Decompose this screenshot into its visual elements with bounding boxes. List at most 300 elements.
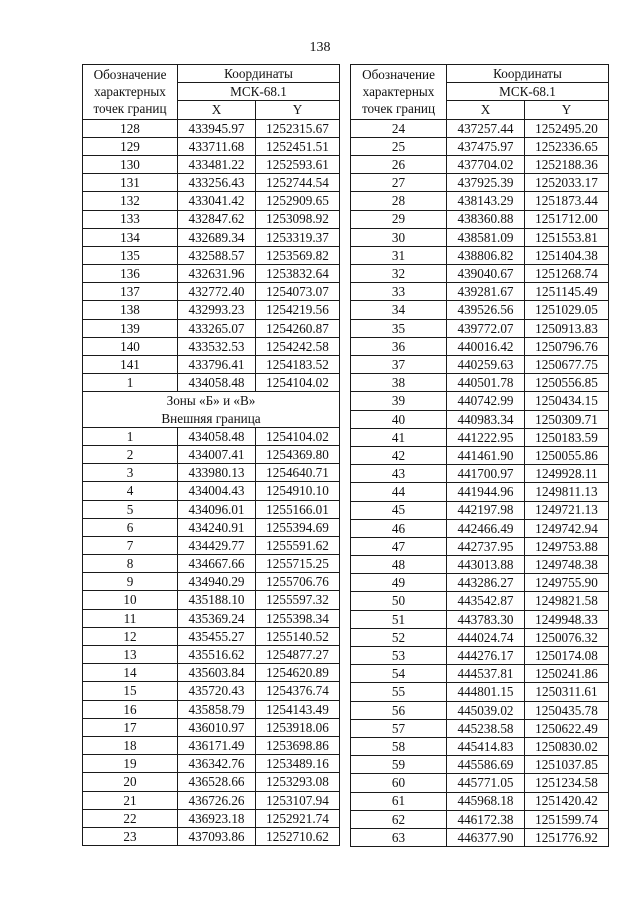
y-coordinate-cell: 1254877.27 (256, 646, 340, 664)
y-coordinate-cell: 1252315.67 (256, 119, 340, 137)
table-row (83, 337, 340, 355)
y-coordinate-cell: 1255140.52 (256, 627, 340, 645)
table-row (351, 446, 609, 464)
x-coordinate-cell: 445414.83 (447, 737, 525, 755)
x-coordinate-cell: 441461.90 (447, 446, 525, 464)
table-row (83, 482, 340, 500)
point-number-cell: 15 (83, 682, 178, 700)
header-x: X (178, 101, 256, 119)
x-coordinate-cell: 440983.34 (447, 410, 525, 428)
point-number-cell: 44 (351, 483, 447, 501)
point-number-cell: 12 (83, 627, 178, 645)
point-number-cell: 46 (351, 519, 447, 537)
point-number-cell: 56 (351, 701, 447, 719)
x-coordinate-cell: 441944.96 (447, 483, 525, 501)
point-number-cell: 50 (351, 592, 447, 610)
point-number-cell: 8 (83, 555, 178, 573)
x-coordinate-cell: 435516.62 (178, 646, 256, 664)
y-coordinate-cell: 1252710.62 (256, 827, 340, 845)
table-row (83, 627, 340, 645)
x-coordinate-cell: 432847.62 (178, 210, 256, 228)
x-coordinate-cell: 438581.09 (447, 228, 525, 246)
table-row (83, 155, 340, 173)
y-coordinate-cell: 1255394.69 (256, 518, 340, 536)
point-number-cell: 137 (83, 283, 178, 301)
header-point-designation (351, 65, 447, 120)
right-rows (351, 119, 609, 847)
table-row (351, 246, 609, 264)
table-row (83, 591, 340, 609)
table-row (351, 537, 609, 555)
x-coordinate-cell: 434240.91 (178, 518, 256, 536)
table-row (351, 665, 609, 683)
point-number-cell: 6 (83, 518, 178, 536)
table-row (83, 809, 340, 827)
y-coordinate-cell: 1252451.51 (256, 137, 340, 155)
y-coordinate-cell: 1251873.44 (525, 192, 609, 210)
point-number-cell: 20 (83, 773, 178, 791)
point-number-cell: 35 (351, 319, 447, 337)
y-coordinate-cell: 1254640.71 (256, 464, 340, 482)
point-number-cell: 21 (83, 791, 178, 809)
x-coordinate-cell: 432993.23 (178, 301, 256, 319)
table-row (83, 119, 340, 137)
header-label-line: точек границ (361, 101, 436, 117)
point-number-cell: 7 (83, 536, 178, 554)
table-row (83, 791, 340, 809)
y-coordinate-cell: 1254104.02 (256, 427, 340, 445)
y-coordinate-cell: 1250556.85 (525, 374, 609, 392)
x-coordinate-cell: 445586.69 (447, 756, 525, 774)
x-coordinate-cell: 437475.97 (447, 137, 525, 155)
y-coordinate-cell: 1255597.32 (256, 591, 340, 609)
table-row (351, 119, 609, 137)
y-coordinate-cell: 1251712.00 (525, 210, 609, 228)
y-coordinate-cell: 1254219.56 (256, 301, 340, 319)
table-row (351, 683, 609, 701)
x-coordinate-cell: 444537.81 (447, 665, 525, 683)
section-title (83, 392, 340, 427)
point-number-cell: 17 (83, 718, 178, 736)
point-number-cell: 39 (351, 392, 447, 410)
header-point-designation (83, 65, 178, 120)
point-number-cell: 57 (351, 719, 447, 737)
table-row (351, 792, 609, 810)
table-row (83, 500, 340, 518)
y-coordinate-cell: 1249721.13 (525, 501, 609, 519)
table-row (351, 483, 609, 501)
x-coordinate-cell: 435188.10 (178, 591, 256, 609)
point-number-cell: 48 (351, 556, 447, 574)
y-coordinate-cell: 1254183.52 (256, 356, 340, 374)
y-coordinate-cell: 1251553.81 (525, 228, 609, 246)
y-coordinate-cell: 1253293.08 (256, 773, 340, 791)
point-number-cell: 31 (351, 246, 447, 264)
y-coordinate-cell: 1253918.06 (256, 718, 340, 736)
x-coordinate-cell: 444024.74 (447, 628, 525, 646)
header-label-line: Обозначение (93, 66, 167, 82)
y-coordinate-cell: 1252593.61 (256, 155, 340, 173)
header-label-line: характерных (94, 84, 166, 100)
y-coordinate-cell: 1253569.82 (256, 246, 340, 264)
table-row (83, 664, 340, 682)
y-coordinate-cell: 1249753.88 (525, 537, 609, 555)
y-coordinate-cell: 1253098.92 (256, 210, 340, 228)
x-coordinate-cell: 437925.39 (447, 174, 525, 192)
x-coordinate-cell: 441700.97 (447, 465, 525, 483)
point-number-cell: 5 (83, 500, 178, 518)
y-coordinate-cell: 1254143.49 (256, 700, 340, 718)
point-number-cell: 30 (351, 228, 447, 246)
x-coordinate-cell: 445771.05 (447, 774, 525, 792)
y-coordinate-cell: 1251599.74 (525, 810, 609, 828)
x-coordinate-cell: 443013.88 (447, 556, 525, 574)
point-number-cell: 36 (351, 337, 447, 355)
x-coordinate-cell: 439772.07 (447, 319, 525, 337)
table-row (83, 700, 340, 718)
y-coordinate-cell: 1250309.71 (525, 410, 609, 428)
x-coordinate-cell: 435603.84 (178, 664, 256, 682)
table-row (351, 501, 609, 519)
table-row (351, 337, 609, 355)
x-coordinate-cell: 434429.77 (178, 536, 256, 554)
point-number-cell: 45 (351, 501, 447, 519)
y-coordinate-cell: 1250677.75 (525, 356, 609, 374)
x-coordinate-cell: 442466.49 (447, 519, 525, 537)
y-coordinate-cell: 1254369.80 (256, 445, 340, 463)
table-row (83, 265, 340, 283)
point-number-cell: 49 (351, 574, 447, 592)
table-row (83, 137, 340, 155)
table-row (351, 356, 609, 374)
x-coordinate-cell: 436010.97 (178, 718, 256, 736)
table-row (83, 319, 340, 337)
table-row (351, 137, 609, 155)
point-number-cell: 141 (83, 356, 178, 374)
x-coordinate-cell: 435858.79 (178, 700, 256, 718)
x-coordinate-cell: 433532.53 (178, 337, 256, 355)
table-row (351, 556, 609, 574)
y-coordinate-cell: 1251145.49 (525, 283, 609, 301)
x-coordinate-cell: 446377.90 (447, 828, 525, 846)
point-number-cell: 51 (351, 610, 447, 628)
point-number-cell: 47 (351, 537, 447, 555)
point-number-cell: 58 (351, 737, 447, 755)
point-number-cell: 10 (83, 591, 178, 609)
header-label-line: точек границ (93, 101, 167, 117)
x-coordinate-cell: 432689.34 (178, 228, 256, 246)
y-coordinate-cell: 1250622.49 (525, 719, 609, 737)
y-coordinate-cell: 1255706.76 (256, 573, 340, 591)
header-coordinate-system: МСК-68.1 (178, 83, 340, 101)
point-number-cell: 136 (83, 265, 178, 283)
point-number-cell: 60 (351, 774, 447, 792)
point-number-cell: 16 (83, 700, 178, 718)
section-block (83, 392, 340, 427)
point-number-cell: 59 (351, 756, 447, 774)
x-coordinate-cell: 432772.40 (178, 283, 256, 301)
section-row (83, 392, 340, 427)
y-coordinate-cell: 1252336.65 (525, 137, 609, 155)
point-number-cell: 13 (83, 646, 178, 664)
x-coordinate-cell: 434667.66 (178, 555, 256, 573)
table-row (351, 737, 609, 755)
x-coordinate-cell: 436726.26 (178, 791, 256, 809)
y-coordinate-cell: 1252188.36 (525, 155, 609, 173)
point-number-cell: 26 (351, 155, 447, 173)
table-row (83, 228, 340, 246)
point-number-cell: 1 (83, 374, 178, 392)
x-coordinate-cell: 445039.02 (447, 701, 525, 719)
table-row (351, 228, 609, 246)
x-coordinate-cell: 433796.41 (178, 356, 256, 374)
table-row (83, 755, 340, 773)
point-number-cell: 135 (83, 246, 178, 264)
point-number-cell: 132 (83, 192, 178, 210)
x-coordinate-cell: 441222.95 (447, 428, 525, 446)
y-coordinate-cell: 1253489.16 (256, 755, 340, 773)
y-coordinate-cell: 1253319.37 (256, 228, 340, 246)
table-row (351, 519, 609, 537)
y-coordinate-cell: 1250174.08 (525, 647, 609, 665)
x-coordinate-cell: 436171.49 (178, 736, 256, 754)
coordinates-table-right (350, 64, 609, 847)
point-number-cell: 2 (83, 445, 178, 463)
x-coordinate-cell: 440259.63 (447, 356, 525, 374)
table-row (83, 246, 340, 264)
table-row (351, 574, 609, 592)
y-coordinate-cell: 1251420.42 (525, 792, 609, 810)
table-row (83, 536, 340, 554)
header-coordinates: Координаты (447, 65, 609, 83)
table-row (83, 609, 340, 627)
table-row (83, 464, 340, 482)
table-row (351, 210, 609, 228)
point-number-cell: 19 (83, 755, 178, 773)
table-row (351, 319, 609, 337)
x-coordinate-cell: 445968.18 (447, 792, 525, 810)
x-coordinate-cell: 439281.67 (447, 283, 525, 301)
section-title-line: Зоны «Б» и «В» (166, 393, 256, 409)
x-coordinate-cell: 437093.86 (178, 827, 256, 845)
point-number-cell: 38 (351, 374, 447, 392)
x-coordinate-cell: 433481.22 (178, 155, 256, 173)
y-coordinate-cell: 1249948.33 (525, 610, 609, 628)
y-coordinate-cell: 1253107.94 (256, 791, 340, 809)
point-number-cell: 29 (351, 210, 447, 228)
point-number-cell: 55 (351, 683, 447, 701)
header-y: Y (256, 101, 340, 119)
point-number-cell: 3 (83, 464, 178, 482)
header-coordinate-system: МСК-68.1 (447, 83, 609, 101)
table-row (351, 392, 609, 410)
x-coordinate-cell: 444276.17 (447, 647, 525, 665)
coordinates-table-left (82, 64, 340, 846)
table-row (83, 682, 340, 700)
point-number-cell: 28 (351, 192, 447, 210)
point-number-cell: 54 (351, 665, 447, 683)
x-coordinate-cell: 440501.78 (447, 374, 525, 392)
y-coordinate-cell: 1253832.64 (256, 265, 340, 283)
x-coordinate-cell: 443783.30 (447, 610, 525, 628)
y-coordinate-cell: 1249811.13 (525, 483, 609, 501)
table-row (351, 174, 609, 192)
x-coordinate-cell: 440742.99 (447, 392, 525, 410)
y-coordinate-cell: 1250076.32 (525, 628, 609, 646)
table-row (351, 647, 609, 665)
left-rows-before-section (83, 119, 340, 392)
point-number-cell: 52 (351, 628, 447, 646)
table-row (351, 701, 609, 719)
x-coordinate-cell: 437257.44 (447, 119, 525, 137)
table-row (351, 155, 609, 173)
table-row (83, 174, 340, 192)
table-row (83, 283, 340, 301)
x-coordinate-cell: 443542.87 (447, 592, 525, 610)
x-coordinate-cell: 440016.42 (447, 337, 525, 355)
x-coordinate-cell: 444801.15 (447, 683, 525, 701)
y-coordinate-cell: 1249821.58 (525, 592, 609, 610)
y-coordinate-cell: 1249742.94 (525, 519, 609, 537)
header-coordinates: Координаты (178, 65, 340, 83)
point-number-cell: 41 (351, 428, 447, 446)
y-coordinate-cell: 1251776.92 (525, 828, 609, 846)
point-number-cell: 62 (351, 810, 447, 828)
x-coordinate-cell: 434096.01 (178, 500, 256, 518)
y-coordinate-cell: 1254073.07 (256, 283, 340, 301)
point-number-cell: 131 (83, 174, 178, 192)
table-row (83, 827, 340, 845)
point-number-cell: 43 (351, 465, 447, 483)
table-row (83, 301, 340, 319)
y-coordinate-cell: 1255715.25 (256, 555, 340, 573)
y-coordinate-cell: 1254620.89 (256, 664, 340, 682)
table-row (351, 810, 609, 828)
point-number-cell: 140 (83, 337, 178, 355)
y-coordinate-cell: 1254242.58 (256, 337, 340, 355)
table-row (83, 518, 340, 536)
point-number-cell: 40 (351, 410, 447, 428)
y-coordinate-cell: 1254104.02 (256, 374, 340, 392)
table-row (351, 756, 609, 774)
page-number: 138 (309, 40, 331, 55)
x-coordinate-cell: 435720.43 (178, 682, 256, 700)
x-coordinate-cell: 434007.41 (178, 445, 256, 463)
y-coordinate-cell: 1252909.65 (256, 192, 340, 210)
point-number-cell: 61 (351, 792, 447, 810)
table-row (83, 555, 340, 573)
table-row (351, 610, 609, 628)
x-coordinate-cell: 446172.38 (447, 810, 525, 828)
x-coordinate-cell: 433041.42 (178, 192, 256, 210)
point-number-cell: 9 (83, 573, 178, 591)
y-coordinate-cell: 1254260.87 (256, 319, 340, 337)
table-row (83, 210, 340, 228)
point-number-cell: 32 (351, 265, 447, 283)
x-coordinate-cell: 438143.29 (447, 192, 525, 210)
table-row (351, 265, 609, 283)
point-number-cell: 4 (83, 482, 178, 500)
table-row (351, 428, 609, 446)
x-coordinate-cell: 433265.07 (178, 319, 256, 337)
x-coordinate-cell: 436528.66 (178, 773, 256, 791)
y-coordinate-cell: 1250241.86 (525, 665, 609, 683)
x-coordinate-cell: 434940.29 (178, 573, 256, 591)
point-number-cell: 14 (83, 664, 178, 682)
x-coordinate-cell: 434058.48 (178, 427, 256, 445)
point-number-cell: 1 (83, 427, 178, 445)
x-coordinate-cell: 432631.96 (178, 265, 256, 283)
y-coordinate-cell: 1251268.74 (525, 265, 609, 283)
y-coordinate-cell: 1249748.38 (525, 556, 609, 574)
y-coordinate-cell: 1252744.54 (256, 174, 340, 192)
table-row (351, 774, 609, 792)
header-y: Y (525, 101, 609, 119)
x-coordinate-cell: 439040.67 (447, 265, 525, 283)
y-coordinate-cell: 1251029.05 (525, 301, 609, 319)
x-coordinate-cell: 435455.27 (178, 627, 256, 645)
point-number-cell: 33 (351, 283, 447, 301)
y-coordinate-cell: 1254376.74 (256, 682, 340, 700)
y-coordinate-cell: 1252495.20 (525, 119, 609, 137)
y-coordinate-cell: 1255398.34 (256, 609, 340, 627)
table-row (351, 628, 609, 646)
x-coordinate-cell: 436342.76 (178, 755, 256, 773)
x-coordinate-cell: 442737.95 (447, 537, 525, 555)
left-rows-after-section (83, 427, 340, 845)
table-row (351, 828, 609, 846)
x-coordinate-cell: 437704.02 (447, 155, 525, 173)
point-number-cell: 34 (351, 301, 447, 319)
table-row (83, 646, 340, 664)
point-number-cell: 134 (83, 228, 178, 246)
point-number-cell: 42 (351, 446, 447, 464)
y-coordinate-cell: 1250311.61 (525, 683, 609, 701)
table-row (83, 427, 340, 445)
table-row (83, 736, 340, 754)
x-coordinate-cell: 438360.88 (447, 210, 525, 228)
y-coordinate-cell: 1249755.90 (525, 574, 609, 592)
x-coordinate-cell: 436923.18 (178, 809, 256, 827)
y-coordinate-cell: 1250183.59 (525, 428, 609, 446)
point-number-cell: 139 (83, 319, 178, 337)
header-label-line: Обозначение (362, 66, 435, 82)
y-coordinate-cell: 1252921.74 (256, 809, 340, 827)
x-coordinate-cell: 434004.43 (178, 482, 256, 500)
point-number-cell: 24 (351, 119, 447, 137)
table-row (351, 592, 609, 610)
point-number-cell: 138 (83, 301, 178, 319)
point-number-cell: 11 (83, 609, 178, 627)
point-number-cell: 130 (83, 155, 178, 173)
header-label-line: характерных (362, 84, 435, 100)
x-coordinate-cell: 433256.43 (178, 174, 256, 192)
table-row (83, 374, 340, 392)
section-title-line: Внешняя граница (161, 410, 261, 426)
table-row (83, 718, 340, 736)
y-coordinate-cell: 1252033.17 (525, 174, 609, 192)
x-coordinate-cell: 445238.58 (447, 719, 525, 737)
table-row (83, 445, 340, 463)
table-row (83, 356, 340, 374)
point-number-cell: 53 (351, 647, 447, 665)
x-coordinate-cell: 434058.48 (178, 374, 256, 392)
table-row (351, 374, 609, 392)
table-row (351, 283, 609, 301)
x-coordinate-cell: 433980.13 (178, 464, 256, 482)
x-coordinate-cell: 442197.98 (447, 501, 525, 519)
x-coordinate-cell: 439526.56 (447, 301, 525, 319)
